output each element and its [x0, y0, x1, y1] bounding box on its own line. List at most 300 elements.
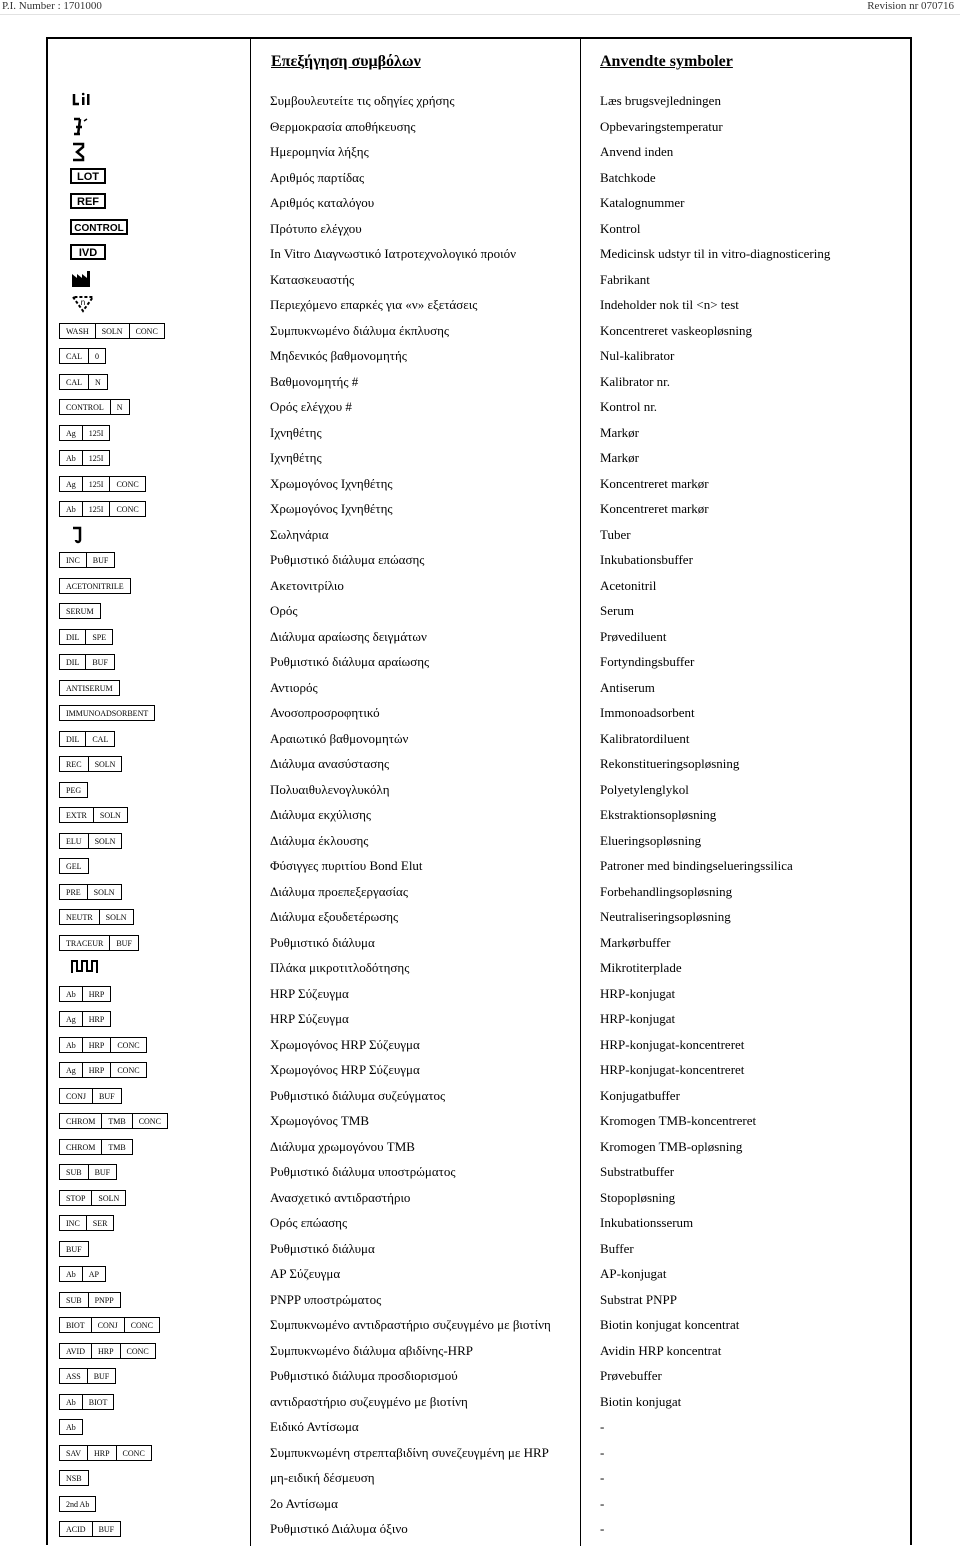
symbol-cell	[56, 777, 246, 803]
danish-description: Forbehandlingsopløsning	[600, 883, 733, 899]
danish-description: -	[600, 1521, 605, 1536]
symbol-box: BUF	[110, 935, 139, 951]
symbol-label-boxes	[59, 476, 146, 492]
symbol-label-boxes	[59, 1394, 114, 1410]
greek-description: Ρυθμιστικό διάλυμα προσδιορισμού	[270, 1368, 458, 1383]
table-row	[48, 1159, 912, 1185]
symbol-box: BUF	[89, 1164, 118, 1180]
symbol-cell	[56, 1440, 246, 1466]
greek-description: Ημερομηνία λήξης	[270, 144, 369, 159]
symbol-box: SPE	[86, 629, 113, 645]
svg-text:n: n	[80, 298, 86, 307]
greek-description: Ανασχετικό αντιδραστήριο	[270, 1189, 411, 1205]
symbol-label-boxes	[59, 909, 134, 925]
symbol-box: SOLN	[92, 1190, 126, 1206]
symbol-cell	[56, 1389, 246, 1415]
greek-description: Συμπυκνωμένο αντιδραστήριο συζευγμένο με βιοτίνη	[270, 1317, 551, 1332]
greek-description: Πολυαιθυλενογλυκόλη	[270, 781, 390, 797]
symbol-cell	[56, 394, 246, 420]
symbol-box: Ag	[59, 476, 83, 492]
danish-description: Koncentreret markør	[600, 501, 709, 516]
danish-description: Indeholder nok til <n> test	[600, 297, 739, 312]
table-row	[48, 190, 912, 216]
symbol-box: ACETONITRILE	[59, 578, 131, 594]
symbol-box: CAL	[86, 731, 115, 747]
danish-description: Koncentreret vaskeopløsning	[600, 322, 752, 338]
greek-description: Ορός	[270, 603, 298, 618]
symbol-box: SOLN	[89, 833, 123, 849]
danish-description: Biotin konjugat	[600, 1393, 682, 1409]
danish-description: Mikrotiterplade	[600, 960, 682, 975]
symbol-cell	[56, 1261, 246, 1287]
symbol-label-boxes	[59, 348, 106, 364]
symbol-box: PRE	[59, 884, 88, 900]
danish-description: -	[600, 1419, 605, 1434]
greek-description: Συμπυκνωμένο διάλυμα έκπλυσης	[270, 322, 450, 338]
symbol-label-boxes	[59, 935, 139, 951]
symbol-label-boxes	[59, 833, 122, 849]
symbol-cell	[56, 547, 246, 573]
symbol-box: ASS	[59, 1368, 88, 1384]
table-row	[48, 777, 912, 803]
symbol-box: SUB	[59, 1164, 89, 1180]
greek-description: Αριθμός καταλόγου	[270, 195, 375, 210]
greek-description: Διάλυμα αραίωσης δειγμάτων	[270, 628, 427, 644]
symbol-label-boxes	[59, 1190, 126, 1206]
table-row	[48, 1108, 912, 1134]
symbol-box: CONC	[125, 1317, 160, 1333]
symbol-cell	[56, 1312, 246, 1338]
danish-description: Acetonitril	[600, 577, 657, 593]
greek-description: Χρωμογόνος Ιχνηθέτης	[270, 501, 393, 516]
greek-description: Ακετονιτρίλιο	[270, 577, 344, 593]
danish-description: Prøvediluent	[600, 628, 667, 644]
symbol-label-boxes	[59, 1011, 111, 1027]
symbol-rows	[48, 88, 912, 1542]
microplate-icon	[70, 958, 100, 976]
danish-description: Patroner med bindingselueringssilica	[600, 858, 793, 873]
symbol-cell	[56, 1134, 246, 1160]
symbol-box: 125I	[83, 501, 111, 517]
tests-icon	[70, 295, 98, 313]
revision-number: Revision nr 070716	[867, 0, 954, 12]
symbol-box: REC	[59, 756, 89, 772]
symbol-label-boxes	[59, 1419, 83, 1435]
symbol-cell	[56, 700, 246, 726]
greek-column-title: Επεξήγηση συμβόλων	[271, 53, 421, 70]
symbol-box: GEL	[59, 858, 89, 874]
symbol-box: Ag	[59, 1062, 83, 1078]
symbol-label-boxes	[59, 705, 155, 721]
symbol-label-boxes	[59, 1113, 168, 1129]
table-row	[48, 1083, 912, 1109]
symbol-cell	[56, 1210, 246, 1236]
danish-description: -	[600, 1444, 605, 1460]
danish-description: HRP-konjugat-koncentreret	[600, 1062, 745, 1077]
control-icon	[70, 219, 128, 235]
symbol-label-boxes	[59, 1292, 121, 1308]
symbol-cell	[56, 598, 246, 624]
greek-description: Διάλυμα έκλουσης	[270, 832, 369, 848]
symbol-cell	[56, 981, 246, 1007]
page-header	[0, 0, 960, 15]
greek-description: Διάλυμα ανασύστασης	[270, 756, 390, 771]
table-row	[48, 1338, 912, 1364]
symbol-box: CONC	[110, 501, 145, 517]
symbol-cell	[56, 904, 246, 930]
symbol-box: BUF	[93, 1088, 122, 1104]
greek-description: Ρυθμιστικό διάλυμα	[270, 934, 375, 950]
symbol-cell	[56, 1414, 246, 1440]
symbol-box: BIOT	[83, 1394, 115, 1410]
symbol-box: ACID	[59, 1521, 93, 1537]
symbol-cell	[56, 1363, 246, 1389]
symbol-label-boxes	[59, 1521, 121, 1537]
symbol-box: 125I	[83, 476, 111, 492]
symbol-box: CHROM	[59, 1113, 102, 1129]
danish-description: HRP-konjugat	[600, 1011, 676, 1026]
symbol-box: HRP	[83, 1011, 112, 1027]
symbol-box: BUF	[87, 552, 116, 568]
danish-column-title: Anvendte symboler	[600, 53, 733, 70]
danish-description: Elueringsopløsning	[600, 832, 702, 848]
symbol-box: SERUM	[59, 603, 101, 619]
symbol-box: BUF	[59, 1241, 89, 1257]
tube-icon	[70, 525, 90, 545]
table-row	[48, 981, 912, 1007]
symbol-cell	[56, 165, 246, 191]
symbol-box: CONJ	[59, 1088, 93, 1104]
symbol-box: DIL	[59, 629, 86, 645]
table-row	[48, 1389, 912, 1415]
symbol-label-boxes	[59, 603, 101, 619]
table-row	[48, 1032, 912, 1058]
table-row	[48, 522, 912, 548]
greek-description: Συμπυκνωμένη στρεπταβιδίνη συνεζευγμένη με HRP	[270, 1444, 549, 1460]
danish-description: Kalibratordiluent	[600, 730, 690, 746]
danish-description: Markør	[600, 450, 639, 465]
greek-description: Διάλυμα χρωμογόνου TMB	[270, 1138, 415, 1154]
table-row	[48, 1287, 912, 1313]
table-row	[48, 1312, 912, 1338]
symbol-cell	[56, 751, 246, 777]
greek-description: Συμβουλευτείτε τις οδηγίες χρήσης	[270, 93, 455, 108]
symbol-box: Ab	[59, 501, 83, 517]
symbol-box: CONC	[111, 1062, 146, 1078]
table-row	[48, 726, 912, 752]
table-row	[48, 930, 912, 956]
symbol-cell	[56, 1006, 246, 1032]
symbol-box: BUF	[86, 654, 115, 670]
symbol-cell	[56, 1287, 246, 1313]
danish-description: Inkubationsserum	[600, 1215, 694, 1230]
greek-description: Διάλυμα εξουδετέρωσης	[270, 909, 399, 924]
symbol-cell	[56, 241, 246, 267]
ref-icon	[70, 193, 106, 209]
danish-description: HRP-konjugat-koncentreret	[600, 1036, 745, 1052]
symbol-cell	[56, 522, 246, 548]
table-row	[48, 904, 912, 930]
greek-description: Μηδενικός βαθμονομητής	[270, 348, 407, 363]
symbol-label-boxes	[59, 1496, 96, 1512]
greek-description: 2ο Αντίσωμα	[270, 1495, 338, 1511]
symbol-box: PNPP	[89, 1292, 121, 1308]
table-row	[48, 1414, 912, 1440]
symbol-cell	[56, 292, 246, 318]
danish-description: HRP-konjugat	[600, 985, 676, 1001]
symbol-box: WASH	[59, 323, 96, 339]
table-row	[48, 216, 912, 242]
svg-text:IVD: IVD	[78, 247, 98, 259]
symbol-box: HRP	[88, 1445, 117, 1461]
symbol-label-boxes	[59, 374, 108, 390]
danish-description: Immonoadsorbent	[600, 705, 695, 720]
symbol-label-boxes	[59, 450, 110, 466]
symbol-box: CONJ	[92, 1317, 125, 1333]
symbol-cell	[56, 853, 246, 879]
symbol-cell	[56, 828, 246, 854]
symbol-label-boxes	[59, 578, 131, 594]
greek-description: Θερμοκρασία αποθήκευσης	[270, 118, 416, 134]
symbol-box: Ag	[59, 425, 83, 441]
symbol-box: CONC	[130, 323, 165, 339]
symbol-cell	[56, 216, 246, 242]
greek-description: Συμπυκνωμένο διάλυμα αβιδίνης-HRP	[270, 1342, 473, 1358]
symbol-box: HRP	[83, 1037, 112, 1053]
table-row	[48, 649, 912, 675]
symbol-box: BIOT	[59, 1317, 92, 1333]
danish-description: Inkubationsbuffer	[600, 552, 693, 567]
greek-description: Περιεχόμενο επαρκές για «ν» εξετάσεις	[270, 297, 478, 312]
symbol-box: Ab	[59, 450, 83, 466]
greek-description: Διάλυμα προεπεξεργασίας	[270, 883, 408, 899]
danish-description: Substratbuffer	[600, 1164, 675, 1179]
symbol-cell	[56, 139, 246, 165]
danish-description: Læs brugsvejledningen	[600, 93, 721, 108]
symbol-box: BUF	[88, 1368, 117, 1384]
symbol-box: ANTISERUM	[59, 680, 120, 696]
table-row	[48, 573, 912, 599]
symbol-box: HRP	[83, 986, 112, 1002]
symbol-box: NEUTR	[59, 909, 100, 925]
greek-description: PNPP υποστρώματος	[270, 1291, 382, 1307]
symbol-box: Ab	[59, 1419, 83, 1435]
symbol-box: Ab	[59, 1037, 83, 1053]
symbol-label-boxes	[59, 1343, 156, 1359]
symbol-box: HRP	[83, 1062, 112, 1078]
table-row	[48, 1440, 912, 1466]
table-row	[48, 1261, 912, 1287]
table-row	[48, 751, 912, 777]
danish-description: Fortyndingsbuffer	[600, 654, 695, 669]
danish-description: Batchkode	[600, 169, 656, 185]
symbol-box: Ag	[59, 1011, 83, 1027]
symbol-cell	[56, 879, 246, 905]
greek-description: Διάλυμα εκχύλισης	[270, 807, 372, 822]
symbol-box: SOLN	[89, 756, 123, 772]
greek-description: Σωληνάρια	[270, 526, 329, 542]
symbol-box: CONC	[117, 1445, 152, 1461]
table-row	[48, 1057, 912, 1083]
table-row	[48, 675, 912, 701]
greek-description: Κατασκευαστής	[270, 271, 355, 287]
symbol-box: CONTROL	[59, 399, 111, 415]
symbol-box: IMMUNOADSORBENT	[59, 705, 155, 721]
symbol-box: CAL	[59, 348, 89, 364]
greek-description: Ορός ελέγχου #	[270, 399, 352, 414]
ivd-icon	[70, 244, 106, 260]
symbol-box: TRACEUR	[59, 935, 110, 951]
symbol-cell	[56, 573, 246, 599]
symbol-cell	[56, 726, 246, 752]
table-row	[48, 445, 912, 471]
symbol-box: INC	[59, 1215, 87, 1231]
symbol-box: CAL	[59, 374, 89, 390]
greek-description: Βαθμονομητής #	[270, 373, 359, 389]
symbol-cell	[56, 649, 246, 675]
greek-description: Αριθμός παρτίδας	[270, 169, 365, 185]
symbol-label-boxes	[59, 501, 146, 517]
svg-text:LOT: LOT	[77, 170, 99, 183]
danish-description: Kontrol nr.	[600, 399, 658, 414]
temperature-icon	[70, 117, 98, 137]
symbol-cell	[56, 930, 246, 956]
danish-description: Medicinsk udstyr til in vitro-diagnosticering	[600, 246, 831, 261]
greek-description: Φύσιγγες πυριτίου Bond Elut	[270, 858, 423, 873]
danish-description: -	[600, 1470, 605, 1485]
symbol-label-boxes	[59, 1317, 160, 1333]
greek-description: Χρωμογόνος HRP Σύζευγμα	[270, 1036, 420, 1052]
danish-description: Avidin HRP koncentrat	[600, 1342, 722, 1358]
symbol-box: SOLN	[100, 909, 134, 925]
danish-description: Nul-kalibrator	[600, 348, 675, 363]
greek-description: αντιδραστήριο συζευγμένο με βιοτίνη	[270, 1393, 468, 1409]
symbol-cell	[56, 471, 246, 497]
danish-description: Prøvebuffer	[600, 1368, 662, 1383]
greek-description: Πλάκα μικροτιτλοδότησης	[270, 960, 410, 975]
table-row	[48, 1236, 912, 1262]
table-row	[48, 420, 912, 446]
table-row	[48, 1185, 912, 1211]
symbol-box: CONC	[133, 1113, 168, 1129]
symbol-cell	[56, 496, 246, 522]
symbol-label-boxes	[59, 1139, 133, 1155]
greek-description: In Vitro Διαγνωστικό Ιατροτεχνολογικό προιόν	[270, 246, 517, 261]
danish-description: Kalibrator nr.	[600, 373, 671, 389]
greek-description: Ιχνηθέτης	[270, 424, 322, 440]
table-row	[48, 1006, 912, 1032]
symbol-box: 125I	[83, 425, 111, 441]
symbol-box: AP	[83, 1266, 106, 1282]
table-row	[48, 343, 912, 369]
symbol-box: BUF	[93, 1521, 122, 1537]
symbol-cell	[56, 420, 246, 446]
symbol-cell	[56, 955, 246, 981]
symbol-label-boxes	[59, 552, 115, 568]
table-row	[48, 547, 912, 573]
table-row	[48, 802, 912, 828]
greek-description: Ιχνηθέτης	[270, 450, 322, 465]
greek-description: μη-ειδική δέσμευση	[270, 1470, 375, 1485]
greek-description: Ρυθμιστικό Διάλυμα όξινο	[270, 1521, 408, 1536]
symbol-cell	[56, 802, 246, 828]
symbol-box: TMB	[102, 1113, 132, 1129]
danish-description: Konjugatbuffer	[600, 1087, 680, 1103]
greek-description: HRP Σύζευγμα	[270, 1011, 349, 1026]
table-row	[48, 496, 912, 522]
table-row	[48, 1516, 912, 1542]
table-row	[48, 114, 912, 140]
symbol-box: SOLN	[96, 323, 130, 339]
danish-description: Antiserum	[600, 679, 655, 695]
symbol-box: N	[111, 399, 130, 415]
table-row	[48, 88, 912, 114]
danish-description: Biotin konjugat koncentrat	[600, 1317, 740, 1332]
table-row	[48, 624, 912, 650]
table-row	[48, 318, 912, 344]
lot-icon	[70, 168, 106, 184]
table-row	[48, 1363, 912, 1389]
danish-description: Polyetylenglykol	[600, 781, 689, 797]
symbol-label-boxes	[59, 1088, 122, 1104]
table-row	[48, 292, 912, 318]
symbol-label-boxes	[59, 731, 115, 747]
symbol-box: SAV	[59, 1445, 88, 1461]
greek-description: Ρυθμιστικό διάλυμα	[270, 1240, 375, 1256]
symbol-label-boxes	[59, 986, 111, 1002]
symbol-box: SER	[87, 1215, 115, 1231]
manufacturer-icon	[70, 270, 96, 288]
table-row	[48, 598, 912, 624]
symbol-box: 0	[89, 348, 106, 364]
danish-description: -	[600, 1495, 605, 1511]
danish-description: Anvend inden	[600, 144, 674, 159]
symbol-cell	[56, 1491, 246, 1517]
greek-description: Χρωμογόνος Ιχνηθέτης	[270, 475, 393, 491]
table-row	[48, 1210, 912, 1236]
symbol-box: NSB	[59, 1470, 89, 1486]
symbol-box: CONC	[111, 1037, 146, 1053]
symbol-label-boxes	[59, 807, 128, 823]
table-row	[48, 394, 912, 420]
table-row	[48, 139, 912, 165]
danish-description: Koncentreret markør	[600, 475, 709, 491]
symbol-cell	[56, 1032, 246, 1058]
symbol-box: CONC	[110, 476, 145, 492]
symbol-label-boxes	[59, 1215, 114, 1231]
symbol-label-boxes	[59, 884, 122, 900]
danish-description: Katalognummer	[600, 195, 685, 210]
instructions-icon	[70, 91, 98, 109]
symbol-label-boxes	[59, 756, 122, 772]
pi-number: P.I. Number : 1701000	[2, 0, 102, 12]
symbol-cell	[56, 88, 246, 114]
table-row	[48, 241, 912, 267]
danish-description: Tuber	[600, 526, 631, 542]
table-row	[48, 955, 912, 981]
table-row	[48, 1491, 912, 1517]
symbol-box: N	[89, 374, 108, 390]
symbol-label-boxes	[59, 680, 120, 696]
symbol-box: DIL	[59, 654, 86, 670]
hourglass-icon	[70, 142, 90, 162]
symbol-box: Ab	[59, 986, 83, 1002]
symbol-cell	[56, 1236, 246, 1262]
symbol-label-boxes	[59, 1368, 116, 1384]
greek-description: AP Σύζευγμα	[270, 1266, 341, 1281]
symbol-box: EXTR	[59, 807, 94, 823]
symbol-box: TMB	[102, 1139, 132, 1155]
